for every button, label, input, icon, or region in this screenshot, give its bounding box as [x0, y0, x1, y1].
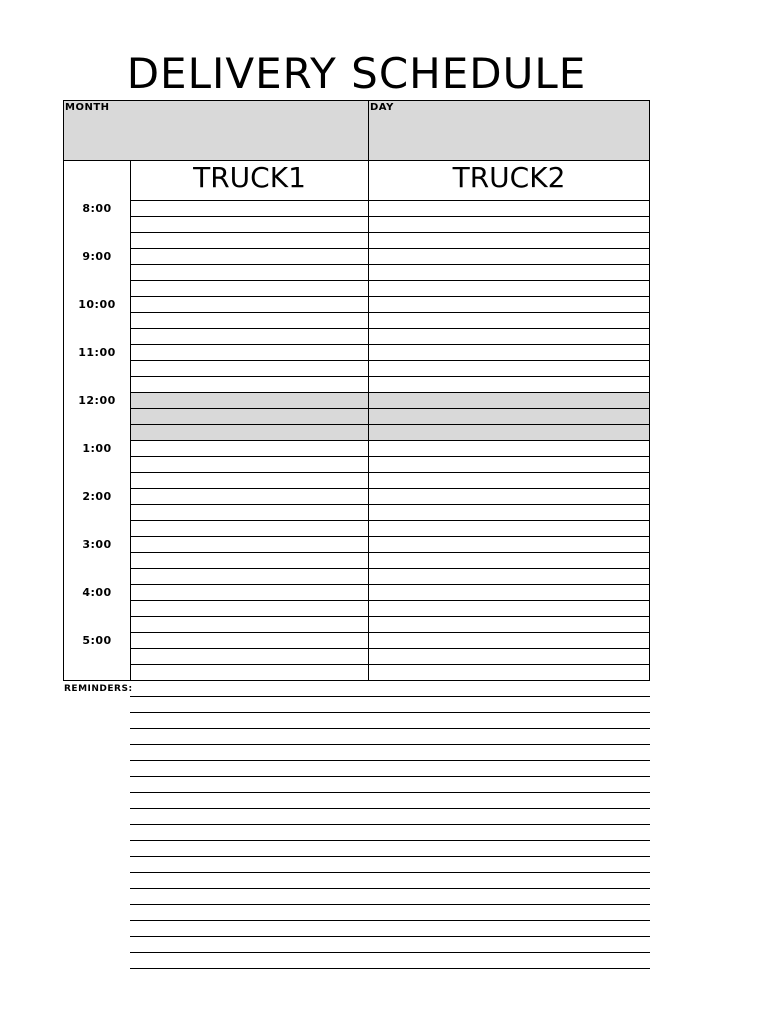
row-line [131, 456, 649, 457]
time-label: 11:00 [78, 346, 116, 359]
reminder-line[interactable] [130, 856, 650, 857]
schedule-slot[interactable] [131, 585, 649, 601]
day-label: DAY [370, 102, 394, 113]
time-label: 8:00 [82, 202, 112, 215]
schedule-slot[interactable] [131, 361, 649, 377]
row-line [131, 472, 649, 473]
schedule-slot[interactable] [131, 217, 649, 233]
schedule-slot[interactable] [131, 233, 649, 249]
schedule-slot[interactable] [131, 265, 649, 281]
reminder-line[interactable] [130, 888, 650, 889]
row-line [131, 232, 649, 233]
row-line [131, 328, 649, 329]
row-line [131, 440, 649, 441]
row-line [131, 360, 649, 361]
time-label: 5:00 [82, 634, 112, 647]
row-line [131, 392, 649, 393]
time-label: 2:00 [82, 490, 112, 503]
row-line [131, 648, 649, 649]
schedule-slot[interactable] [131, 537, 649, 553]
reminder-line[interactable] [130, 792, 650, 793]
schedule-slot[interactable] [131, 617, 649, 633]
schedule-slot[interactable] [131, 249, 649, 265]
reminder-line[interactable] [130, 920, 650, 921]
row-line [131, 312, 649, 313]
row-line [131, 344, 649, 345]
reminder-line[interactable] [130, 728, 650, 729]
schedule-slot[interactable] [131, 505, 649, 521]
schedule-slot[interactable] [131, 489, 649, 505]
schedule-slot[interactable] [131, 633, 649, 649]
reminder-line[interactable] [130, 760, 650, 761]
row-line [131, 632, 649, 633]
time-label: 12:00 [78, 394, 116, 407]
row-line [131, 616, 649, 617]
reminder-line[interactable] [130, 936, 650, 937]
row-line [131, 248, 649, 249]
schedule-slot[interactable] [131, 281, 649, 297]
schedule-slot[interactable] [131, 569, 649, 585]
row-line [131, 488, 649, 489]
row-line [131, 216, 649, 217]
schedule-slot[interactable] [131, 441, 649, 457]
schedule-slot[interactable] [131, 521, 649, 537]
row-line [131, 600, 649, 601]
schedule-slot[interactable] [131, 649, 649, 665]
reminder-line[interactable] [130, 808, 650, 809]
reminder-line[interactable] [130, 952, 650, 953]
reminder-line[interactable] [130, 712, 650, 713]
time-label: 10:00 [78, 298, 116, 311]
truck1-header: TRUCK1 [130, 160, 369, 201]
month-field[interactable] [63, 100, 369, 161]
schedule-slot[interactable] [131, 393, 649, 409]
time-label: 3:00 [82, 538, 112, 551]
schedule-slot[interactable] [131, 377, 649, 393]
reminders-label: REMINDERS: [64, 684, 133, 694]
page-title: DELIVERY SCHEDULE [126, 49, 587, 98]
row-line [131, 584, 649, 585]
row-line [131, 552, 649, 553]
time-label: 9:00 [82, 250, 112, 263]
reminder-line[interactable] [130, 696, 650, 697]
row-line [131, 424, 649, 425]
schedule-slot[interactable] [131, 473, 649, 489]
row-line [131, 536, 649, 537]
truck2-header: TRUCK2 [368, 160, 650, 201]
row-line [131, 296, 649, 297]
day-field[interactable] [368, 100, 650, 161]
schedule-slot[interactable] [131, 201, 649, 217]
schedule-slot[interactable] [131, 665, 649, 681]
schedule-slot[interactable] [131, 553, 649, 569]
schedule-slot[interactable] [131, 601, 649, 617]
time-label: 1:00 [82, 442, 112, 455]
schedule-slot[interactable] [131, 345, 649, 361]
row-line [131, 264, 649, 265]
row-line [131, 504, 649, 505]
time-label: 4:00 [82, 586, 112, 599]
row-line [131, 664, 649, 665]
reminder-line[interactable] [130, 824, 650, 825]
reminder-line[interactable] [130, 776, 650, 777]
reminder-line[interactable] [130, 872, 650, 873]
row-line [131, 568, 649, 569]
schedule-slot[interactable] [131, 425, 649, 441]
time-column [63, 160, 131, 681]
row-line [131, 280, 649, 281]
schedule-grid[interactable] [130, 200, 650, 681]
schedule-slot[interactable] [131, 457, 649, 473]
reminder-line[interactable] [130, 744, 650, 745]
schedule-slot[interactable] [131, 297, 649, 313]
schedule-slot[interactable] [131, 313, 649, 329]
row-line [131, 520, 649, 521]
reminder-line[interactable] [130, 968, 650, 969]
month-label: MONTH [65, 102, 110, 113]
row-line [131, 408, 649, 409]
column-divider [368, 201, 369, 680]
schedule-slot[interactable] [131, 329, 649, 345]
reminder-line[interactable] [130, 904, 650, 905]
schedule-slot[interactable] [131, 409, 649, 425]
reminder-line[interactable] [130, 840, 650, 841]
row-line [131, 376, 649, 377]
